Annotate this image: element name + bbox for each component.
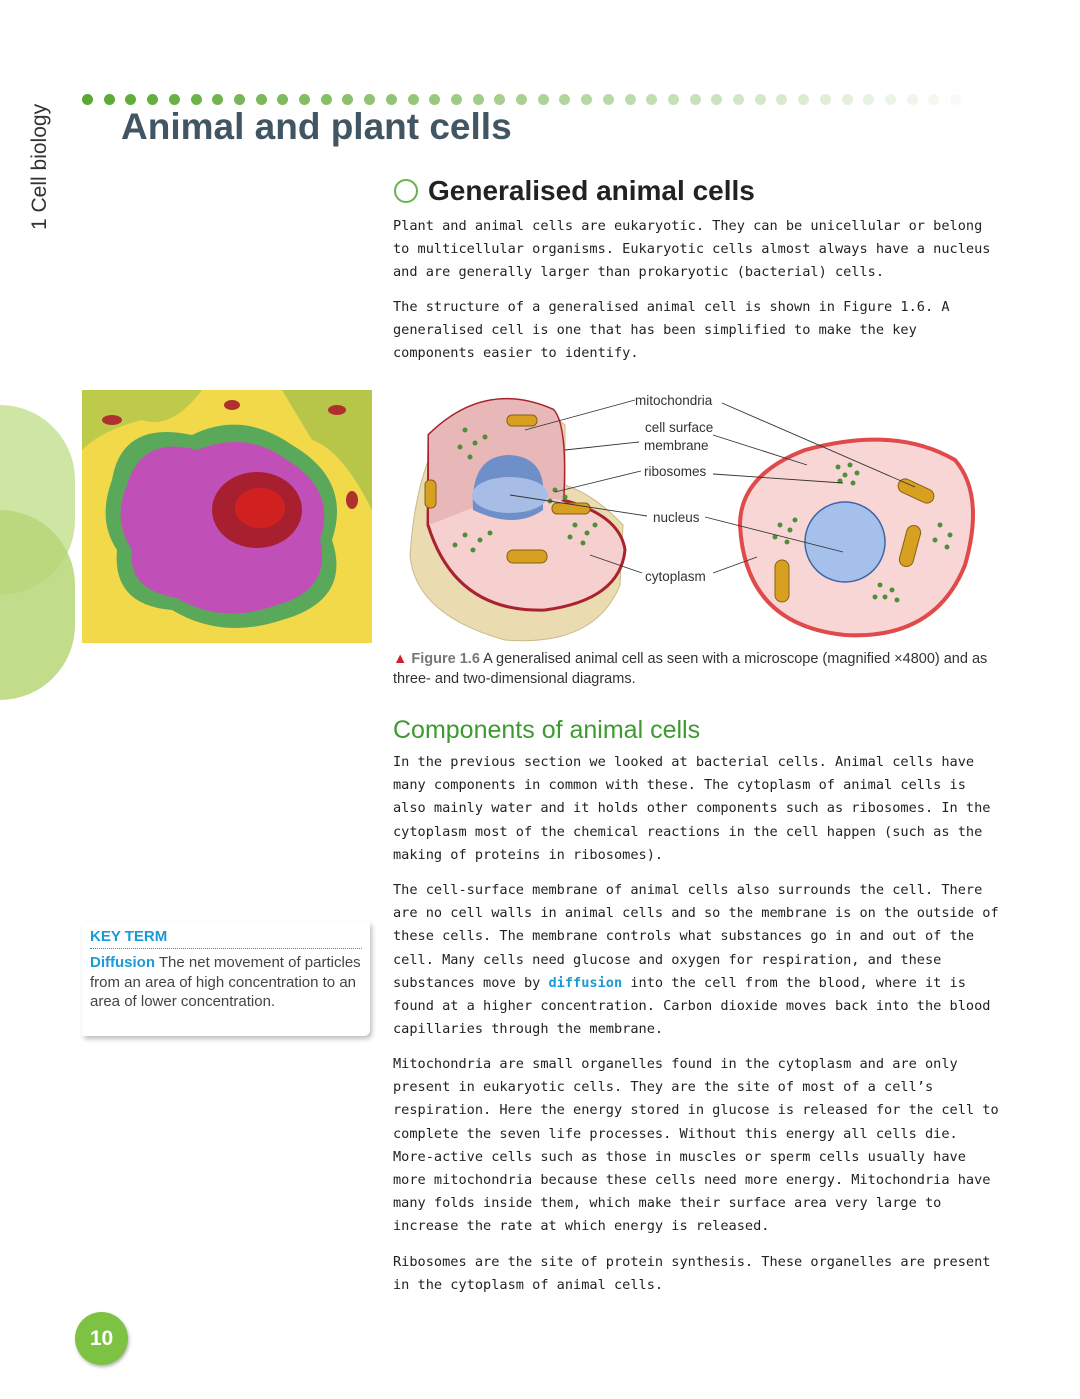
dot — [451, 94, 462, 105]
dot — [147, 94, 158, 105]
key-term-box — [82, 922, 370, 1036]
dot — [364, 94, 375, 105]
divider — [90, 948, 362, 949]
dot — [776, 94, 787, 105]
chapter-label: 1 Cell biology — [28, 103, 51, 230]
dot — [950, 94, 961, 105]
figure-caption — [393, 649, 1003, 689]
dot — [82, 94, 93, 105]
dot — [125, 94, 136, 105]
dot — [928, 94, 939, 105]
dot — [494, 94, 505, 105]
paragraph-1: In the previous section we looked at bacterial cells. Animal cells have many components in common with these. The cytoplasm of animal cells is also mainly water and it holds other components such as ribosomes. In the cytoplasm most of the chemical reactions in the cell happen (such as the making of proteins in ribosomes). — [393, 754, 991, 863]
page-title: Animal and plant cells — [121, 106, 512, 147]
dot — [516, 94, 527, 105]
dot — [733, 94, 744, 105]
label-cell-surface: cell surface — [645, 420, 714, 435]
dot — [885, 94, 896, 105]
label-ribosomes: ribosomes — [644, 464, 707, 479]
page-number: 10 — [75, 1312, 128, 1365]
dot — [104, 94, 115, 105]
dot — [234, 94, 245, 105]
label-mitochondria: mitochondria — [635, 393, 713, 408]
figure-number: Figure 1.6 — [411, 651, 480, 667]
dot — [538, 94, 549, 105]
dot — [625, 94, 636, 105]
paragraph-4: Ribosomes are the site of protein synthesis. These organelles are present in the cytoplasm of animal cells. — [393, 1254, 991, 1294]
paragraph-2-text: The cell-surface membrane of animal cells also surrounds the cell. There are no cell walls in animal cells and so the membrane is on the outside of these cells. The membrane controls what substances go in and out of the cell. Many cells need glucose and oxygen for respiration, and these substances move by — [393, 882, 999, 991]
dot — [907, 94, 918, 105]
dot — [169, 94, 180, 105]
dot — [191, 94, 202, 105]
key-term-link-diffusion[interactable]: diffusion — [548, 974, 623, 991]
dot — [646, 94, 657, 105]
dot — [559, 94, 570, 105]
key-term-definition — [90, 953, 365, 1012]
3d-cell-diagram — [410, 399, 625, 640]
micrograph-image — [82, 390, 372, 643]
dot — [820, 94, 831, 105]
key-term-text: The net movement of particles from an area of high concentration to an area of lower concentration. — [90, 954, 361, 1010]
2d-cell-diagram — [740, 440, 973, 636]
dot — [798, 94, 809, 105]
dot — [256, 94, 267, 105]
key-term-heading: KEY TERM — [90, 928, 168, 945]
dot — [755, 94, 766, 105]
label-cytoplasm: cytoplasm — [645, 569, 706, 584]
dot — [690, 94, 701, 105]
animal-cell-diagram — [395, 385, 990, 647]
dot — [711, 94, 722, 105]
paragraph-3: Mitochondria are small organelles found in the cytoplasm and are only present in eukaryotic cells. They are the site of most of a cell’s respiration. Here the energy stored in glucose is released for the cell to complete the seven life processes. Without this energy all cells die. More-active cells such as those in muscles or sperm cells usually have more mitochondria because these cells need more energy. Mitochondria have many folds inside them, which make their surface area very large to increase the rate at which energy is released. — [393, 1056, 999, 1235]
paragraph-2-text-end: into the cell from the blood, where it is found at a higher concentration. Carbon dioxide moves back into the blood capillaries through the membrane. — [393, 974, 991, 1038]
dot — [386, 94, 397, 105]
dot — [299, 94, 310, 105]
dot — [581, 94, 592, 105]
subheading: Components of animal cells — [393, 716, 701, 744]
dot — [321, 94, 332, 105]
intro-paragraph-2: The structure of a generalised animal cell is shown in Figure 1.6. A generalised cell is one that has been simplified to make the key components easier to identify. — [393, 299, 950, 362]
dot — [342, 94, 353, 105]
intro-paragraph-1: Plant and animal cells are eukaryotic. They can be unicellular or belong to multicellular organisms. Eukaryotic cells almost always have a nucleus and are generally larger than prokaryotic (bacterial) cells. — [393, 218, 991, 281]
label-nucleus: nucleus — [653, 510, 700, 525]
triangle-marker-icon: ▲ — [393, 651, 408, 667]
dot — [863, 94, 874, 105]
dot — [842, 94, 853, 105]
dot — [212, 94, 223, 105]
caption-text: A generalised animal cell as seen with a microscope (magnified ×4800) and as three- and two-dimensional diagrams. — [393, 651, 988, 687]
dot — [408, 94, 419, 105]
dot — [603, 94, 614, 105]
dot — [277, 94, 288, 105]
key-term-word: Diffusion — [90, 954, 155, 971]
dot — [668, 94, 679, 105]
circle-bullet-icon — [394, 179, 418, 203]
paragraph-2 — [393, 879, 1003, 1041]
dot — [473, 94, 484, 105]
dot — [429, 94, 440, 105]
section-heading-text: Generalised animal cells — [428, 175, 755, 206]
dotted-rule — [82, 94, 982, 106]
section-heading — [394, 175, 755, 207]
label-membrane: membrane — [644, 438, 709, 453]
